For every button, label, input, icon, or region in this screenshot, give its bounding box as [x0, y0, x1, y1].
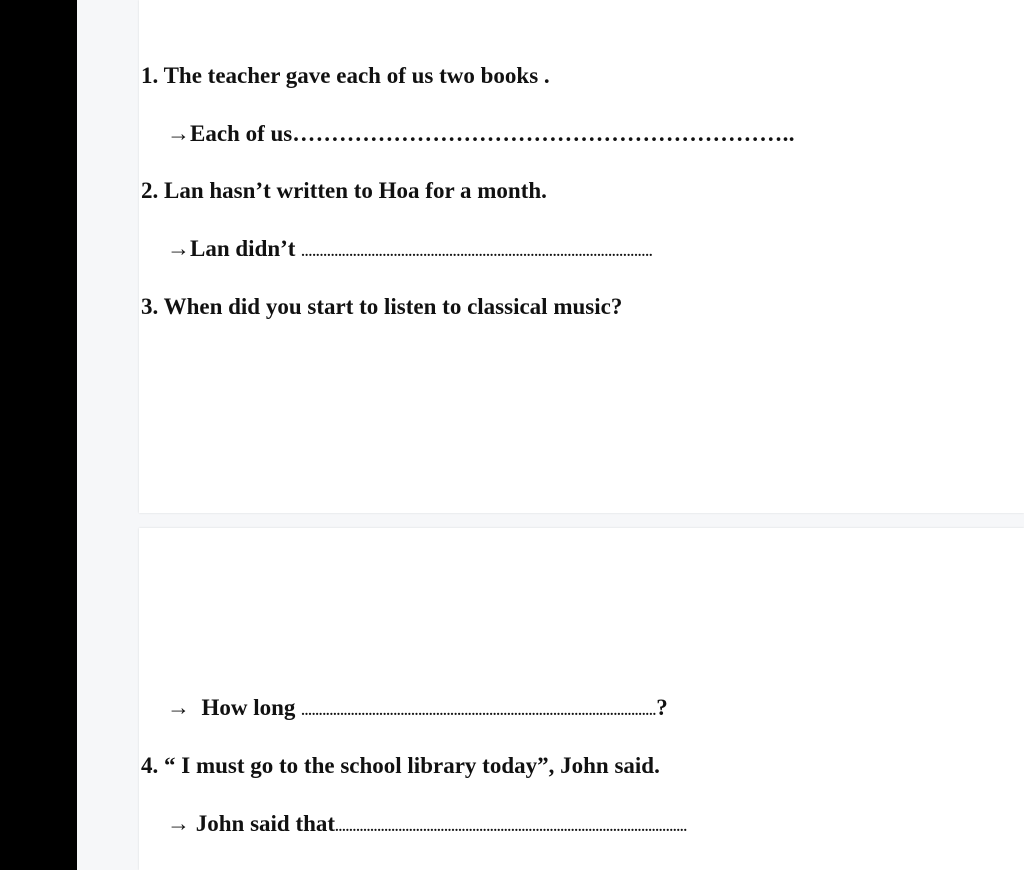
left-black-bar [0, 0, 77, 870]
question-1-prompt: 1. The teacher gave each of us two books . [141, 63, 550, 88]
question-1-answer-blank: ……………………………………………………….. [292, 121, 795, 146]
question-2-answer-blank: ............................................................................................... [301, 245, 653, 260]
question-2-answer-line [167, 235, 653, 267]
question-3-answer-line [167, 694, 668, 726]
question-4-prompt: 4. “ I must go to the school library today”, John said. [141, 753, 660, 778]
question-2-answer-start: →Lan didn’t [167, 236, 302, 261]
question-1-answer-line [167, 120, 795, 148]
document-page-2 [139, 528, 1024, 870]
question-3-answer-start: → How long [167, 695, 302, 720]
question-1-answer-start: →Each of us [167, 121, 293, 146]
question-3-answer-blank: .................................................................................................... [301, 704, 657, 719]
question-4-answer-line [167, 810, 687, 842]
question-4-answer-start: → John said that [167, 811, 336, 836]
question-3-prompt: 3. When did you start to listen to classical music? [141, 294, 623, 319]
question-3-answer-end: ? [656, 695, 668, 720]
document-page-1 [139, 0, 1024, 513]
question-2-prompt: 2. Lan hasn’t written to Hoa for a month. [141, 178, 547, 203]
question-4-answer-blank: .................................................................................................... [335, 820, 688, 835]
